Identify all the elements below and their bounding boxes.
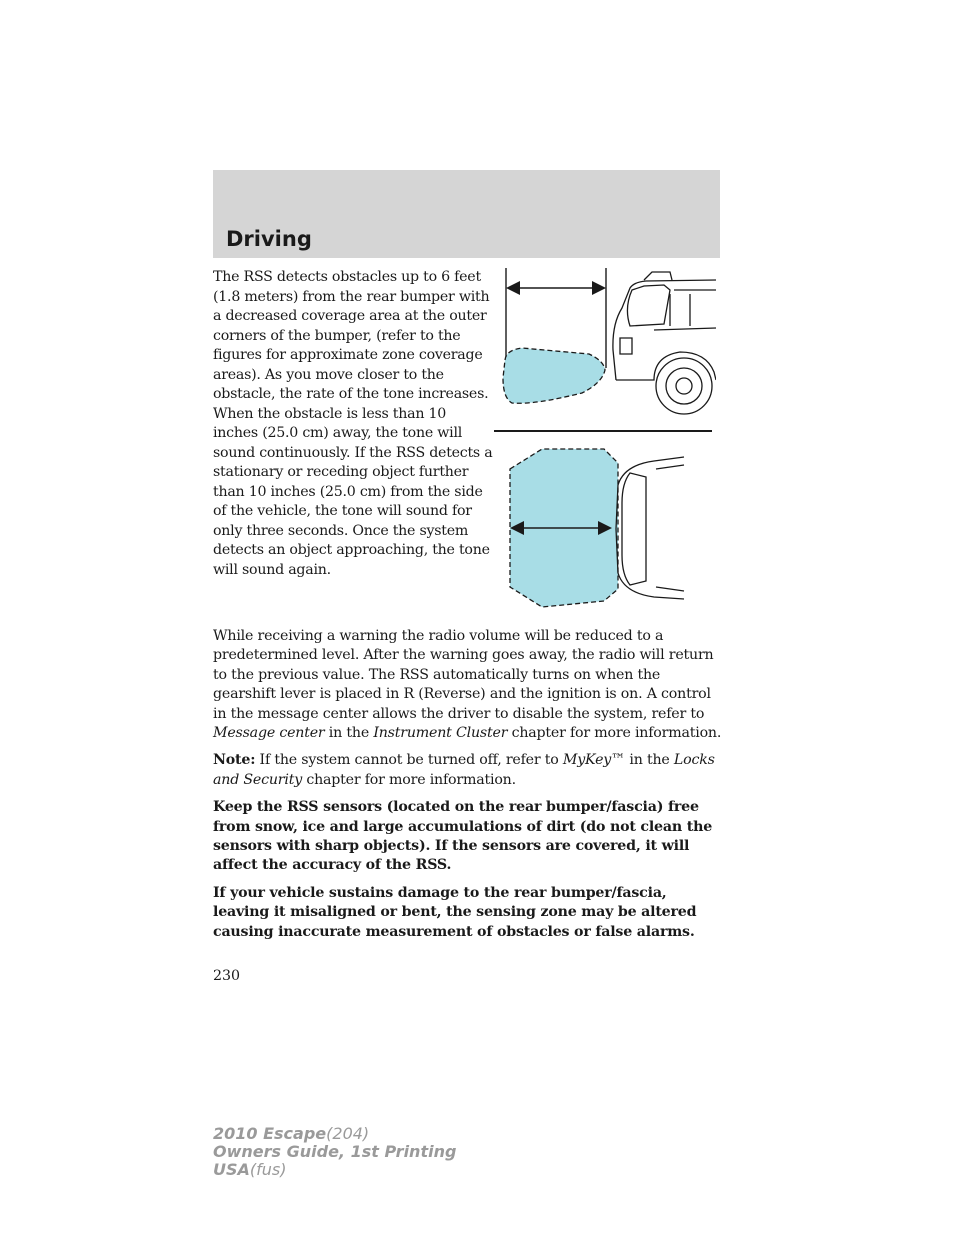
vehicle-top-icon [616, 457, 684, 599]
message-center-ref: Message center [213, 725, 325, 742]
mykey-ref: MyKey™ [562, 752, 626, 769]
body-text [213, 627, 723, 950]
radio-volume-paragraph: While receiving a warning the radio volume will be reduced to a predetermined level. After the warning goes away, the radio will return to the previous value. The RSS automatically turns on when the gearshift lever is placed in R (Reverse) and the ignition is on. A control in the message center allows the driver to disable the system, refer to Message center in the Instrument Cluster chapter for more information. [213, 628, 722, 742]
intro-paragraph: The RSS detects obstacles up to 6 feet (1.8 meters) from the rear bumper with a decreased coverage area at the outer corners of the bumper, (refer to the figures for approximate zone coverage areas). As you move closer to the obstacle, the rate of the tone increases. When the obstacle is less than 10 inches (25.0 cm) away, the tone will sound continuously. If the RSS detects a stationary or receding object further than 10 inches (25.0 cm) from the side of the vehicle, the tone will sound for only three seconds. Once the system detects an object approaching, the tone will sound again. [213, 269, 493, 578]
note-paragraph: Note: If the system cannot be turned off, refer to MyKey™ in the Locks and Security chapter for more information. [213, 752, 715, 788]
footer-market-code: (fus) [249, 1160, 287, 1179]
locks-security-ref: Locks and Security [213, 752, 715, 788]
damage-warning: If your vehicle sustains damage to the rear bumper/fascia, leaving it misaligned or bent, the sensing zone may be altered causing inaccurate measurement of obstacles or false alarms. [213, 884, 697, 940]
footer-guide: Owners Guide, 1st Printing [213, 1142, 457, 1161]
sensing-zone [503, 348, 605, 403]
note-label: Note: [213, 752, 256, 769]
footer-model: 2010 Escape [213, 1124, 327, 1143]
section-header-band [213, 170, 720, 258]
instrument-cluster-ref: Instrument Cluster [373, 725, 508, 742]
section-title: Driving [226, 227, 312, 251]
vehicle-rear-icon [613, 272, 716, 414]
top-view-zone-figure [494, 443, 694, 613]
footer-imprint [213, 1125, 456, 1179]
footer-market: USA [213, 1160, 250, 1179]
footer-model-code: (204) [326, 1124, 370, 1143]
sensor-care-warning: Keep the RSS sensors (located on the rear bumper/fascia) free from snow, ice and large accumulations of dirt (do not clean the sensors with sharp objects). If the sensors are covered, it will affect the accuracy of the RSS. [213, 799, 713, 874]
page-number: 230 [213, 968, 241, 984]
rear-view-zone-figure [494, 268, 716, 434]
